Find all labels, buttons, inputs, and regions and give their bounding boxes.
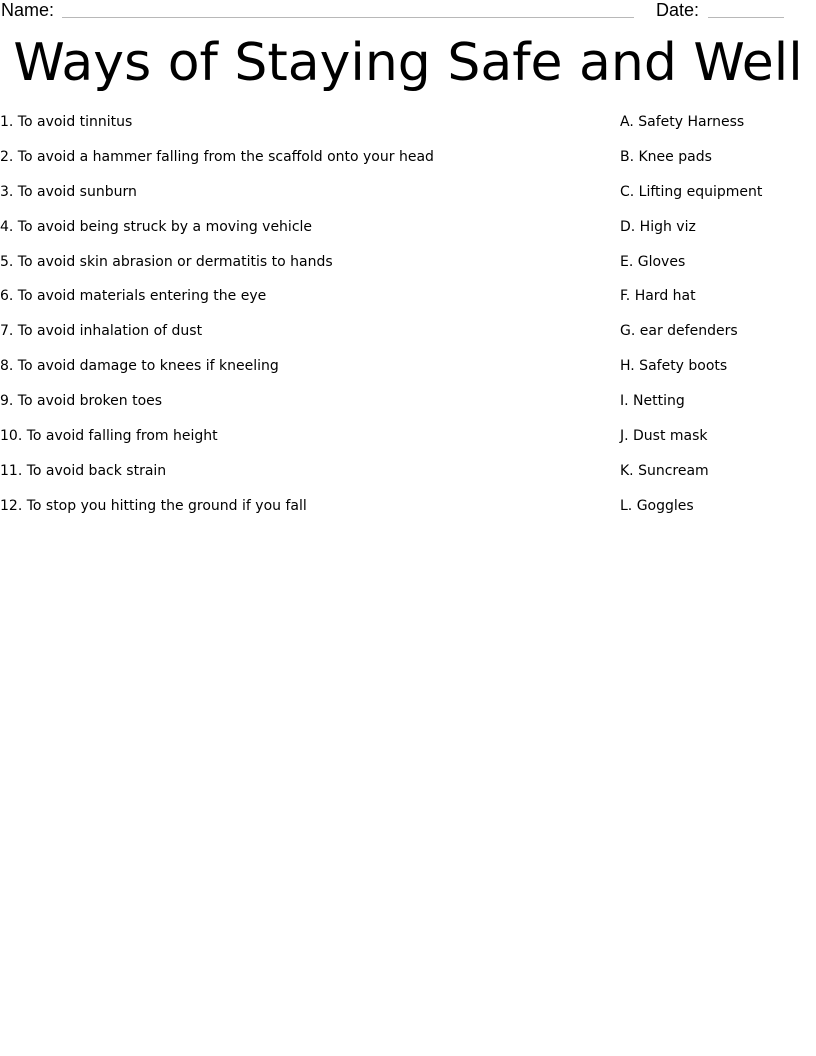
page-title: Ways of Staying Safe and Well (13, 33, 803, 93)
clue-item: 1. To avoid tinnitus (0, 114, 133, 130)
worksheet-header (0, 0, 816, 24)
name-field-line (62, 17, 634, 18)
answer-item: I. Netting (620, 393, 685, 410)
answer-item: B. Knee pads (620, 148, 712, 165)
answer-item: C. Lifting equipment (620, 183, 763, 200)
clue-item: 6. To avoid materials entering the eye (0, 288, 267, 305)
answer-item: A. Safety Harness (620, 114, 745, 130)
clue-item: 9. To avoid broken toes (0, 393, 163, 410)
answer-item: F. Hard hat (620, 288, 696, 305)
answer-item: G. ear defenders (620, 323, 738, 340)
answer-item: L. Goggles (620, 497, 694, 514)
clue-item: 2. To avoid a hammer falling from the scaffold onto your head (0, 148, 434, 165)
clue-item: 5. To avoid skin abrasion or dermatitis to hands (0, 253, 333, 270)
clue-item: 3. To avoid sunburn (0, 183, 137, 200)
answer-item: J. Dust mask (620, 428, 708, 445)
answer-item: D. High viz (620, 218, 696, 235)
date-field-line (708, 17, 784, 18)
date-label: Date: (656, 0, 700, 20)
answer-item: H. Safety boots (620, 358, 728, 375)
name-label: Name: (1, 0, 55, 20)
answer-item: K. Suncream (620, 462, 709, 479)
clue-item: 12. To stop you hitting the ground if you fall (0, 497, 307, 514)
clue-item: 7. To avoid inhalation of dust (0, 323, 203, 340)
answer-list (620, 110, 810, 529)
clue-item: 4. To avoid being struck by a moving vehicle (0, 218, 313, 235)
answer-item: E. Gloves (620, 253, 686, 270)
clue-item: 11. To avoid back strain (0, 462, 167, 479)
clue-list (0, 110, 600, 529)
clue-item: 10. To avoid falling from height (0, 428, 218, 445)
clue-item: 8. To avoid damage to knees if kneeling (0, 358, 279, 375)
